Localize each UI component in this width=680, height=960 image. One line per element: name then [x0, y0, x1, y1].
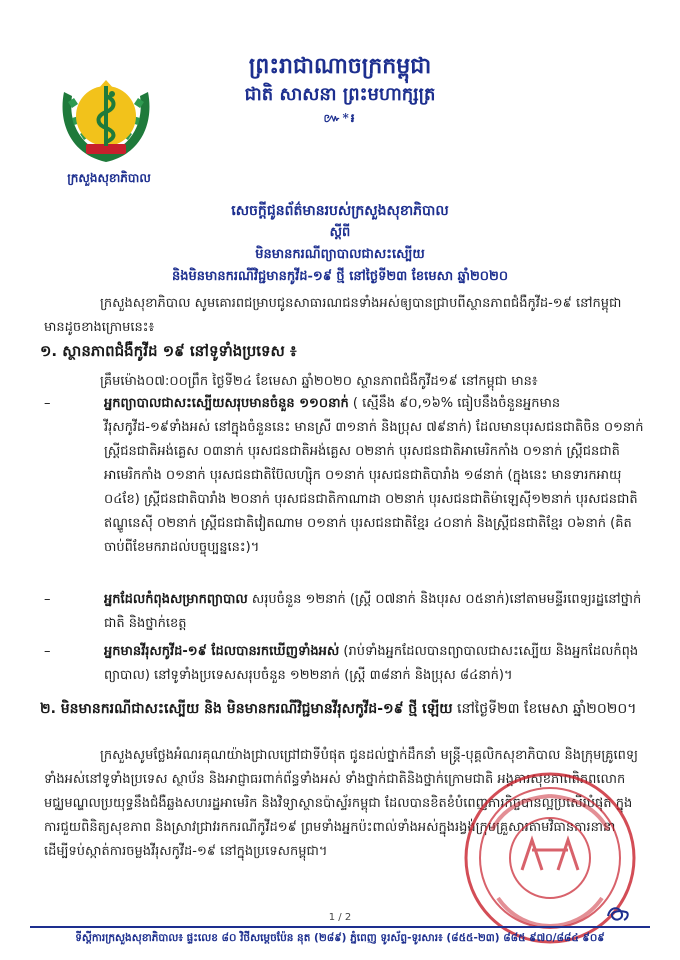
- bullet-dash: –: [44, 396, 51, 411]
- title-line-1: សេចក្តីជូនព័ត៌មានរបស់ក្រសួងសុខាភិបាល: [231, 203, 449, 219]
- bullet-dash: –: [44, 644, 51, 659]
- ministry-of-health-logo-icon: [50, 62, 162, 174]
- intro-paragraph: ក្រសួងសុខាភិបាល សូមគោរពជម្រាបជូនសាធារណជនទាំងអស់ឲ្យបានជ្រាបពីស្ថានភាពជំងឺកូវីដ-១៩ នៅកម្ពុជា មានដូចខាងក្រោមនេះ៖: [44, 296, 622, 335]
- footer-address: ទីស្តីការក្រសួងសុខាភិបាល៖ ផ្ទះលេខ ៨០ វិថីសម្តេចប៉ែន នុត (២៨៩) ភ្នំពេញ ទូរស័ព្ទ-ទូរសារ៖ (៨៥៥-២៣) ៨៨៥ ៩៧០/៨៨៤ ៩០៩: [75, 932, 605, 944]
- section-2-title: ២. មិនមានករណីជាសះស្បើយ និង មិនមានករណីវិជ្ជមានវីរុសកូវីដ-១៩ ថ្មី ឡើយ: [40, 701, 453, 717]
- section-1-heading: ១. ស្ថានភាពជំងឺកូវីដ ១៩ នៅទូទាំងប្រទេស ៖: [40, 342, 297, 360]
- logo-caption: ក្រសួងសុខាភិបាល: [67, 171, 151, 185]
- section-2-heading: [40, 696, 640, 722]
- national-motto: ជាតិ សាសនា ព្រះមហាក្សត្រ: [244, 84, 436, 105]
- section-2-date: នៅថ្ងៃទី២៣ ខែមេសា ឆ្នាំ២០២០។: [452, 701, 637, 717]
- bullet-lead: អ្នកព្យាបាលជាសះស្បើយសរុបមានចំនួន ១១០នាក់: [104, 396, 349, 411]
- bullet-lead: អ្នកមានវីរុសកូវីដ-១៩ ដែលបានរកឃើញទាំងអស់: [104, 644, 340, 659]
- footer-divider: [30, 926, 650, 928]
- title-line-2: ស្តីពី: [329, 225, 351, 240]
- document-title-block: [0, 200, 680, 288]
- title-line-4: និងមិនមានករណីវិជ្ជមានកូវីដ-១៩ ថ្មី នៅថ្ងៃទី២៣ ខែមេសា ឆ្នាំ២០២០: [171, 269, 509, 284]
- kingdom-heading: ព្រះរាជាណាចក្រកម្ពុជា: [248, 53, 432, 79]
- bullet-lead: អ្នកដែលកំពុងសម្រាកព្យាបាល: [104, 592, 248, 607]
- bullet-text: ( ស្មើនឹង ៩០,១៦% ធៀបនឹងចំនួនអ្នកមានវីរុសកូវីដ-១៩ទាំងអស់ នៅក្នុងចំនួននេះ មានស្រី ៣១នាក់ និងប្រុស ៧៩នាក់) ដែលមានបុរសជនជាតិចិន ០១នាក់ ស្ត្រីជនជាតិអង់គ្លេស ០៣នាក់ បុរសជនជាតិអង់គ្លេស ០២នាក់ បុរសជនជាតិអាមេរិកកាំង ០១នាក់ ស្ត្រីជនជាតិអាមេរិកកាំង ០១នាក់ បុរសជនជាតិប៊ែលហ្ស៊ិក ០១នាក់ បុរសជនជាតិបារាំង ១៨នាក់ (ក្នុងនេះ មានទារកអាយុ ០៤ខែ) ស្ត្រីជនជាតិបារាំង ២០នាក់ បុរសជនជាតិកាណាដា ០២នាក់ បុរសជនជាតិម៉ាឡេស៊ី១២នាក់ បុរសជនជាតិឥណ្ឌូនេស៊ី ០២នាក់ ស្ត្រីជនជាតិវៀតណាម ០១នាក់ បុរសជនជាតិខ្មែរ ៤០នាក់ និងស្ត្រីជនជាតិខ្មែរ ០៦នាក់ (គិតចាប់ពីខែមករាដល់បច្ចុប្បន្ននេះ)។: [104, 396, 644, 555]
- closing-paragraph: ក្រសួងសូមថ្លែងអំណរគុណយ៉ាងជ្រាលជ្រៅជាទីបំផុត ជូនដល់ថ្នាក់ដឹកនាំ មន្ត្រី-បុគ្គលិកសុខាភិបាល និងក្រុមគ្រូពេទ្យទាំងអស់នៅទូទាំងប្រទេស ស្ថាប័ន និងអាជ្ញាធរពាក់ព័ន្ធទាំងអស់ ទាំងថ្នាក់ជាតិនិងថ្នាក់ក្រោមជាតិ អង្គការសុខភាពពិភពលោក មជ្ឈមណ្ឌលប្រយុទ្ធនឹងជំងឺឆ្លងសហរដ្ឋអាមេរិក និងវិទ្យាស្ថានប៉ាស្ទ័រកម្ពុជា ដែលបានខិតខំបំពេញភារកិច្ចបានល្អប្រសើរបំផុត ក្នុងការជួយពិនិត្យសុខភាព និងស្រាវជ្រាវរកករណីកូវីដ១៩ ព្រមទាំងអ្នកប៉ះពាល់ទាំងអស់ក្នុងរង្វង់ក្រុមគ្រួសារតាមវិធានការនានា ដើម្បីទប់ស្កាត់ការចម្លងវីរុសកូវីដ-១៩ នៅក្នុងប្រទេសកម្ពុជា។: [44, 748, 639, 859]
- page-number: 1 / 2: [328, 912, 352, 923]
- bullet-in-treatment: [44, 588, 644, 636]
- bullet-total-cases: [44, 640, 644, 688]
- bullet-dash: –: [44, 592, 51, 607]
- bullet-recovered: [44, 392, 644, 560]
- bullet-text: (រាប់ទាំងអ្នកដែលបានព្យាបាលជាសះស្បើយ និងអ្នកដែលកំពុងព្យាបាល) នៅទូទាំងប្រទេសសរុបចំនួន ១២២នាក់ (ស្ត្រី ៣៨នាក់ និងប្រុស ៨៤នាក់)។: [104, 644, 639, 683]
- bullet-text: សរុបចំនួន ១២នាក់ (ស្ត្រី ០៧នាក់ និងបុរស ០៥នាក់)នៅតាមមន្ទីរពេទ្យរដ្ឋនៅថ្នាក់ជាតិ និងថ្នាក់ខេត្ត: [104, 592, 642, 631]
- section-1-time: គ្រឹមម៉ោង០៧:០០ព្រឹក ថ្ងៃទី២៤ ខែមេសា ឆ្នាំ២០២០ ស្ថានភាពជំងឺកូវីដ១៩ នៅកម្ពុជា មាន៖: [100, 374, 538, 389]
- title-line-3: មិនមានករណីព្យាបាលជាសះស្បើយ: [255, 247, 425, 262]
- header-ornament: ៚*៛: [323, 111, 357, 125]
